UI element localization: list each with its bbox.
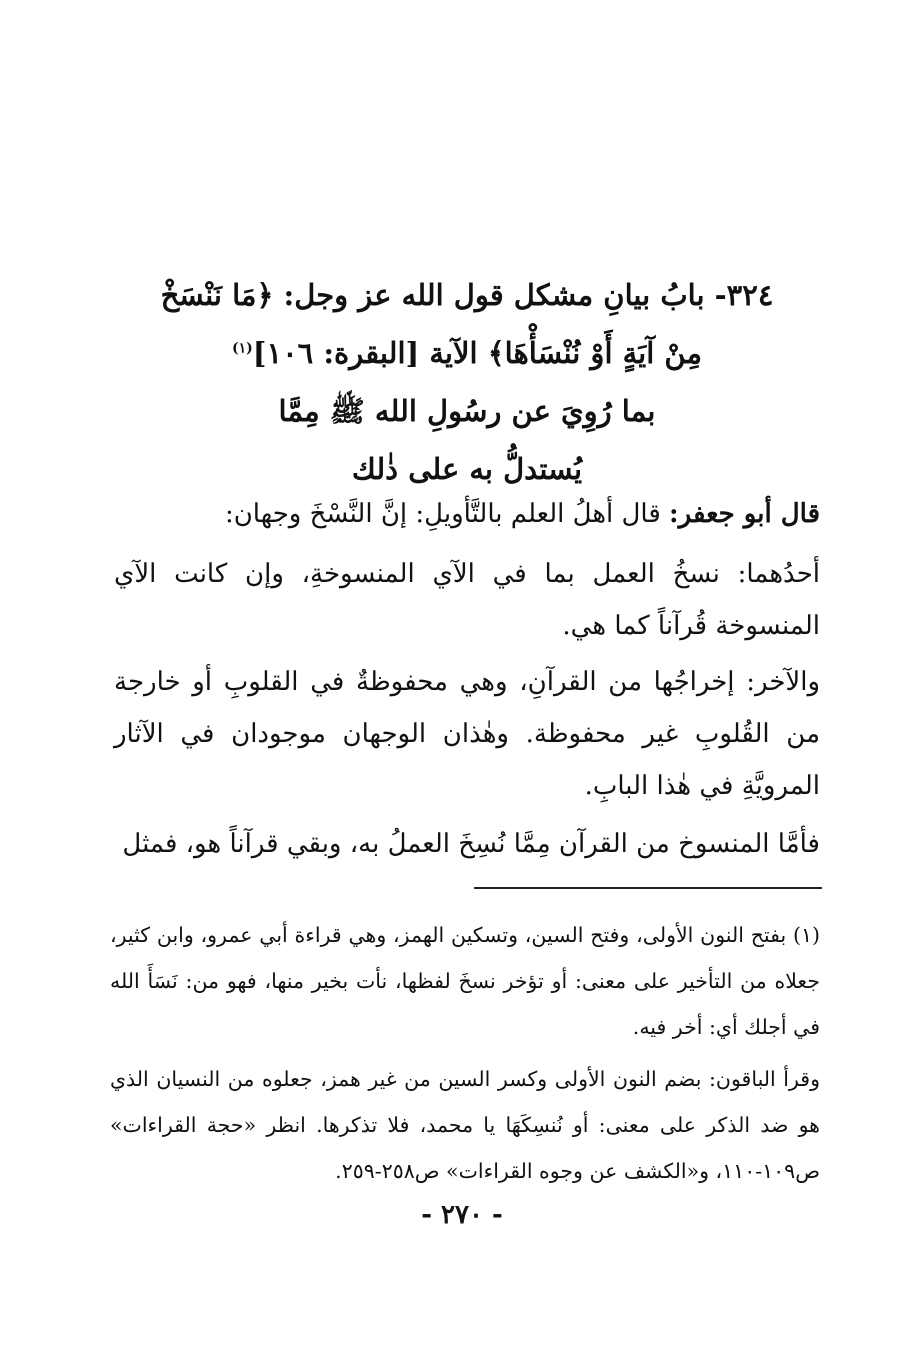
footnote-separator <box>474 887 822 889</box>
speaker-label: قال أبو جعفر: <box>669 499 820 529</box>
heading-line-2-text: مِنْ آيَةٍ أَوْ نُنْسَأْهَا﴾ الآية [البقرة: ١٠٦] <box>252 336 702 370</box>
chapter-heading <box>114 266 820 498</box>
footnotes <box>110 912 820 1200</box>
heading-line-2 <box>114 324 820 382</box>
paragraph-2: أحدُهما: نسخُ العمل بما في الآي المنسوخةِ، وإن كانت الآي المنسوخة قُرآناً كما هي. <box>114 559 820 641</box>
heading-line-1: ٣٢٤- بابُ بيانِ مشكل قول الله عز وجل: ﴿مَا نَنْسَخْ <box>160 278 774 312</box>
paragraph-1 <box>114 488 820 540</box>
heading-line-4: يُستدلُّ به على ذٰلك <box>351 452 583 486</box>
footnote-1: (١) بفتح النون الأولى، وفتح السين، وتسكين الهمز، وهي قراءة أبي عمرو، وابن كثير، جعلاه من التأخير على معنى: أو تؤخر نسخَ لفظها، نأت بخير منها، فهو من: نَسَأَ الله في أجلك أي: أخر فيه. <box>110 923 820 1039</box>
paragraph-1-text: قال أهلُ العلم بالتَّأويلِ: إنَّ النَّسْخَ وجهان: <box>224 499 670 529</box>
page-number: - ٢٧٠ - <box>421 1200 503 1230</box>
heading-line-3: بما رُوِيَ عن رسُولِ الله ﷺ مِمَّا <box>278 394 656 428</box>
footnote-reference: (١) <box>232 340 253 357</box>
footnote-2: وقرأ الباقون: بضم النون الأولى وكسر السين من غير همز، جعلوه من النسيان الذي هو ضد الذكر على معنى: أو نُنسِكَهَا يا محمد، فلا تذكرها. انظر «حجة القراءات» ص١٠٩-١١٠، و«الكشف عن وجوه القراءات» ص٢٥٨-٢٥٩. <box>110 1067 820 1183</box>
paragraph-4: فأمَّا المنسوخ من القرآن مِمَّا نُسِخَ العملُ به، وبقي قرآناً هو، فمثل <box>122 829 820 859</box>
paragraph-3: والآخر: إخراجُها من القرآنِ، وهي محفوظةٌ في القلوبِ أو خارجة من القُلوبِ غير محفوظة. وهٰذان الوجهان موجودان في الآثار المرويَّةِ في هٰذا البابِ. <box>114 667 820 801</box>
